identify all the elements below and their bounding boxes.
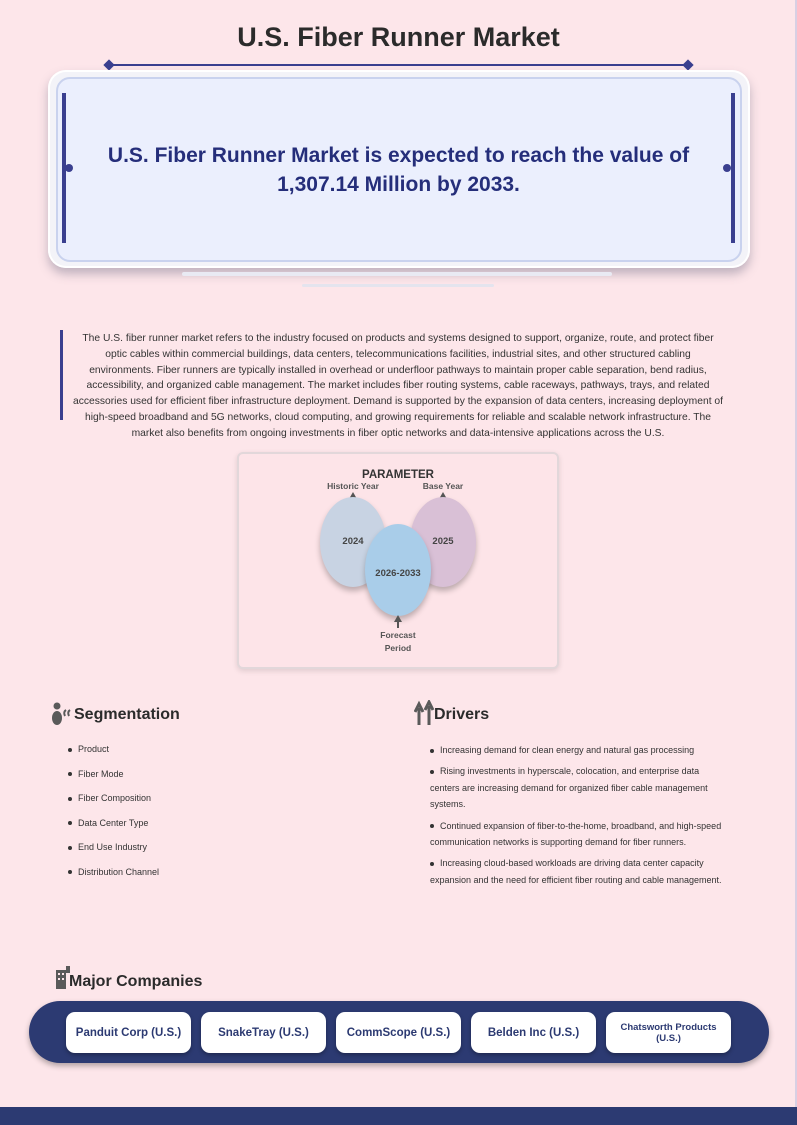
bullet-icon <box>68 870 72 874</box>
bullet-icon <box>68 846 72 850</box>
base-year-label: Base Year <box>422 481 464 491</box>
bullet-icon <box>430 770 434 774</box>
bullet-icon <box>68 748 72 752</box>
forecast-period-value: 2026-2033 <box>375 568 421 579</box>
segment-label: Fiber Composition <box>78 793 152 803</box>
historic-year-value: 2024 <box>342 536 364 547</box>
list-item <box>430 855 730 888</box>
up-arrows-icon <box>414 700 436 726</box>
list-item <box>68 840 159 865</box>
hero-dot-left <box>65 164 73 172</box>
list-item <box>430 763 730 812</box>
driver-text: Continued expansion of fiber-to-the-home, broadband, and high-speed communication networks is supporting demand for fiber runners. <box>430 820 722 848</box>
hero-shadow-line <box>182 272 612 276</box>
segment-label: Product <box>78 744 110 754</box>
driver-text: Increasing cloud-based workloads are driving data center capacity expansion and the need for efficient fiber routing and cable management. <box>430 858 722 885</box>
drivers-heading: Drivers <box>434 706 490 723</box>
divider-diamond-right <box>682 59 693 70</box>
segmentation-list <box>68 742 159 889</box>
segment-label: Distribution Channel <box>78 866 160 877</box>
forecast-period-label-1: Forecast <box>380 630 416 640</box>
driver-text: Rising investments in hyperscale, colocation, and enterprise data centers are increasing demand for organized fiber cable management systems. <box>430 766 708 810</box>
hero-shadow-line-2 <box>302 284 494 287</box>
driver-text: Increasing demand for clean energy and natural gas processing <box>440 745 695 755</box>
historic-year-label: Historic Year <box>327 481 379 491</box>
footer-bar <box>0 1107 797 1125</box>
market-description: The U.S. fiber runner market refers to the industry focused on products and systems designed to support, organize, route, and protect fiber optic cables within commercial buildings, data centers, telecommunications facilities, industrial sites, and other structured cabling environments. Fiber runners are typically installed in overhead or underfloor pathways to maintain proper cable separation, bend radius, accessibility, and organized cable management. The market includes fiber routing systems, cable raceways, pathways, trays, and related accessories used for efficient fiber infrastructure deployment. Demand is supported by the expansion of data centers, increasing deployment of high-speed broadband and 5G networks, cloud computing, and growing requirements for reliable and scalable network infrastructure. The market also benefits from ongoing investments in fiber optic networks and data-intensive applications across the U.S. <box>72 333 724 439</box>
list-item <box>68 816 159 841</box>
drivers-list <box>430 742 730 893</box>
segment-label: Fiber Mode <box>78 768 124 779</box>
page-title: U.S. Fiber Runner Market <box>237 22 560 52</box>
parameter-title: PARAMETER <box>362 469 434 481</box>
company-card: CommScope (U.S.) <box>336 1012 461 1053</box>
list-item <box>68 742 159 767</box>
bullet-icon <box>430 749 434 753</box>
hero-statement: U.S. Fiber Runner Market is expected to reach the value of 1,307.14 Million by 2033. <box>107 144 690 197</box>
forecast-arrow-stem <box>397 620 399 628</box>
list-item <box>68 865 159 890</box>
segment-label: End Use Industry <box>78 842 148 852</box>
company-card: Belden Inc (U.S.) <box>471 1012 596 1053</box>
segment-label: Data Center Type <box>78 817 149 828</box>
bullet-icon <box>68 772 72 776</box>
list-item <box>430 818 730 851</box>
company-card: Chatsworth Products (U.S.) <box>606 1012 731 1053</box>
company-card: Panduit Corp (U.S.) <box>66 1012 191 1053</box>
list-item <box>68 791 159 816</box>
bullet-icon <box>430 824 434 828</box>
hero-dot-right <box>723 164 731 172</box>
hero-bar-right <box>731 93 735 243</box>
list-item <box>68 767 159 792</box>
companies-heading: Major Companies <box>69 973 203 990</box>
bullet-icon <box>68 821 72 825</box>
title-divider <box>110 64 688 66</box>
bullet-icon <box>68 797 72 801</box>
description-bar <box>60 330 63 420</box>
company-card: SnakeTray (U.S.) <box>201 1012 326 1053</box>
list-item <box>430 742 730 758</box>
bullet-icon <box>430 862 434 866</box>
forecast-period-label-2: Period <box>384 643 412 653</box>
base-year-value: 2025 <box>432 536 454 547</box>
people-icon <box>50 700 74 726</box>
segmentation-heading: Segmentation <box>74 706 180 723</box>
divider-diamond-left <box>103 59 114 70</box>
